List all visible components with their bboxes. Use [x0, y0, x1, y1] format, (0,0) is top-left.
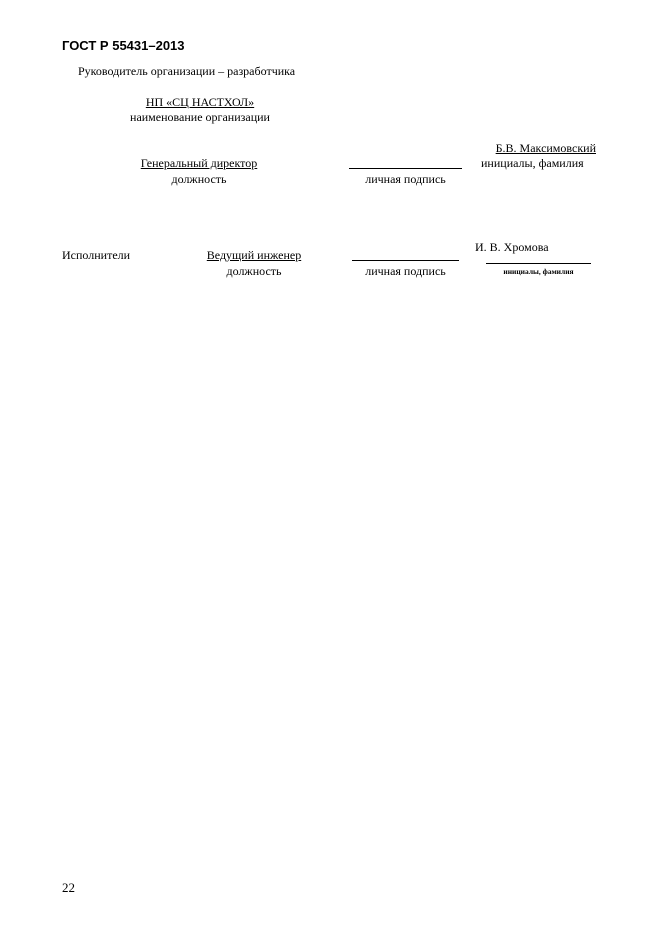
engineer-signature-caption: личная подпись: [365, 264, 446, 278]
director-position-caption: должность: [171, 172, 227, 186]
engineer-name: И. В. Хромова: [475, 240, 549, 254]
engineer-position-caption: должность: [226, 264, 282, 278]
director-name: Б.В. Максимовский: [495, 141, 596, 155]
engineer-signature-line: [352, 260, 459, 261]
engineer-name-line: [486, 263, 591, 264]
document-header: ГОСТ Р 55431–2013: [62, 38, 185, 53]
organization-caption: наименование организации: [130, 110, 270, 124]
director-position: Генеральный директор: [140, 156, 258, 170]
director-signature-line: [349, 168, 462, 169]
developer-title: Руководитель организации – разработчика: [78, 64, 296, 78]
organization-name: НП «СЦ НАСТХОЛ»: [145, 95, 255, 109]
director-signature-caption: личная подпись: [365, 172, 446, 186]
engineer-name-caption: инициалы, фамилия: [503, 267, 574, 276]
director-name-caption: инициалы, фамилия: [481, 156, 584, 170]
executors-label: Исполнители: [62, 248, 131, 262]
engineer-position: Ведущий инженер: [206, 248, 302, 262]
page-number: 22: [62, 880, 75, 895]
